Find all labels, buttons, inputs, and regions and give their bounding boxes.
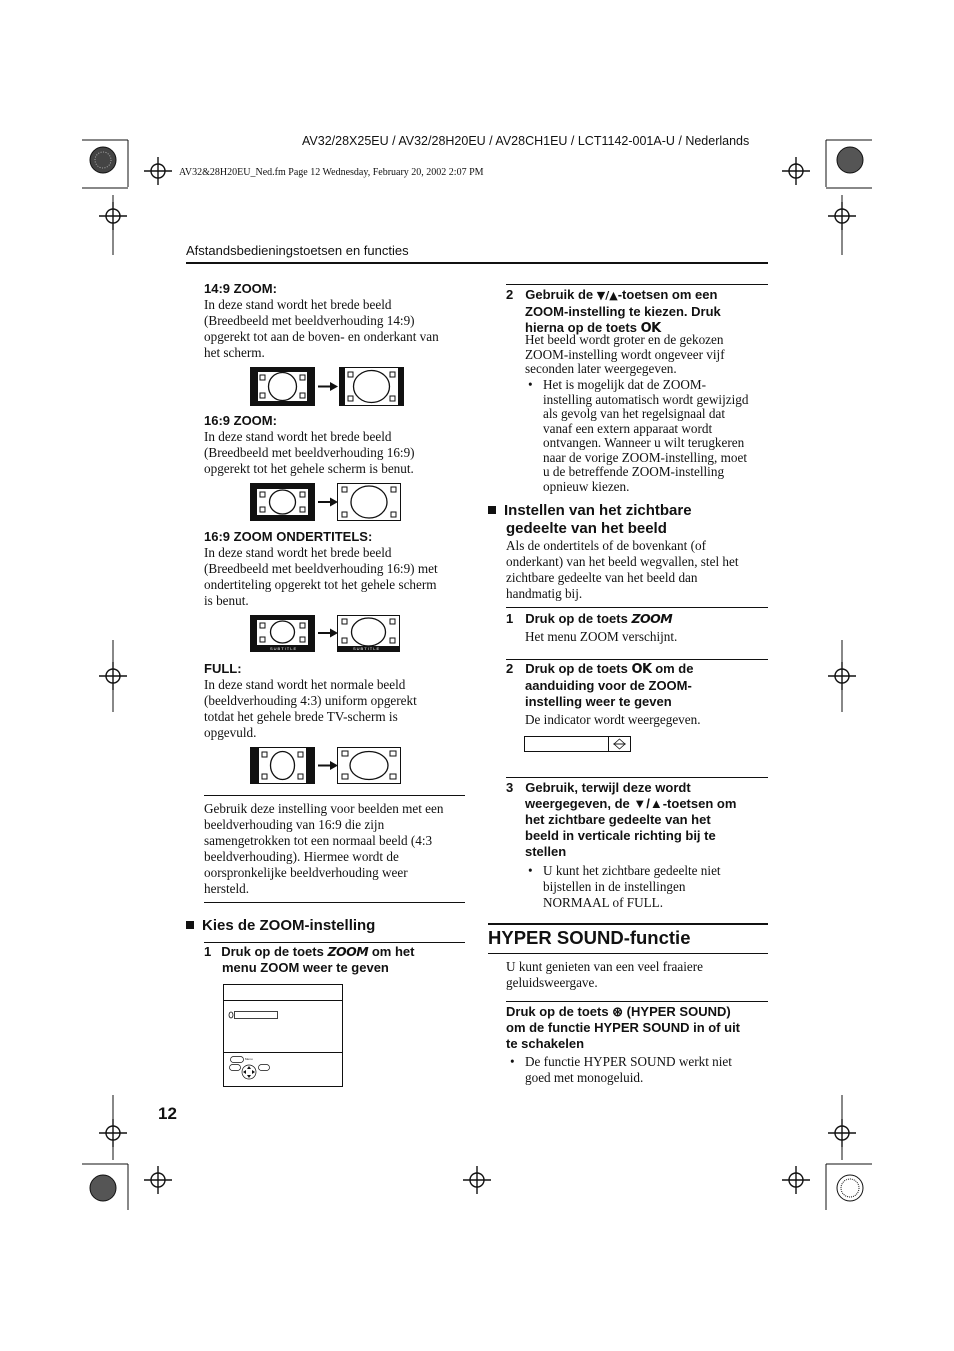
- zoom-key-icon: ZOOM: [327, 944, 369, 959]
- right-s1-heading: 1 Druk op de toets ZOOM: [506, 611, 673, 626]
- right-step2-body: Het beeld wordt groter en de gekozen ZOOM-instelling wordt ongeveer vijf seconden later weergegeven.: [525, 332, 725, 376]
- right-s3-heading: 3 Gebruik, terwijl deze wordt weergegeven, de ▼/▲-toetsen om het zichtbare gedeelte van het beeld in verticale richting bij te stellen: [506, 780, 737, 859]
- rule-kies: [204, 942, 465, 943]
- section-title: Afstandsbedieningstoetsen en functies: [186, 243, 409, 258]
- full-title: FULL:: [204, 661, 242, 676]
- right-s2-heading: 2 Druk op de toets OK om de aanduiding voor de ZOOM- instelling weer te geven: [506, 661, 694, 709]
- file-info-line: AV32&28H20EU_Ned.fm Page 12 Wednesday, February 20, 2002 2:07 PM: [179, 167, 484, 178]
- zoom169sub-title: 16:9 ZOOM ONDERTITELS:: [204, 529, 373, 544]
- left-step1: 1 Druk op de toets ZOOM om het menu ZOOM weer te geven: [204, 944, 415, 975]
- hyper-bullet: De functie HYPER SOUND werkt niet goed met monogeluid.: [525, 1054, 732, 1085]
- zoom169-title: 16:9 ZOOM:: [204, 413, 277, 428]
- zoom169-body: In deze stand wordt het brede beeld (Breedbeeld met beeldverhouding 16:9) opgerekt tot het gehele scherm is benut.: [204, 429, 415, 476]
- full-body: In deze stand wordt het normale beeld (beeldverhouding 4:3) uniform opgerekt totdat het gehele brede TV-scherm is opgevuld.: [204, 677, 417, 740]
- kies-heading: Kies de ZOOM-instelling: [186, 917, 375, 934]
- hyper-body: U kunt genieten van een veel fraaiere geluidsweergave.: [506, 959, 703, 990]
- zoom169-illustration: [250, 483, 410, 523]
- square-bullet-icon: [186, 921, 194, 929]
- right-s3-bullet: U kunt het zichtbare gedeelte niet bijstellen in de instellingen NORMAAL of FULL.: [543, 863, 721, 910]
- full-note: Gebruik deze instelling voor beelden met een beeldverhouding van 16:9 die zijn samengetrokken tot een normaal beeld (4:3 beeldverhouding). Hiermee wordt de oorspronkelijke beeldverhouding weer hersteld.: [204, 801, 444, 896]
- zoom169sub-body: In deze stand wordt het brede beeld (Breedbeeld met beeldverhouding 16:9) met ondertiteling opgerekt tot het gehele scherm is benut.: [204, 545, 438, 608]
- rule-full-note-top: [204, 795, 465, 796]
- menu-small-label: Menu: [245, 1057, 253, 1061]
- rule-s1: [506, 607, 768, 608]
- rule-s3: [506, 777, 768, 778]
- zoom-indicator-bar: [524, 736, 632, 754]
- hyper-step: Druk op de toets ⊛ (HYPER SOUND) om de functie HYPER SOUND in of uit te schakelen: [506, 1004, 741, 1051]
- hyper-sound-title: HYPER SOUND-functie: [488, 927, 691, 948]
- zoom149-body: In deze stand wordt het brede beeld (Breedbeeld met beeldverhouding 14:9) opgerekt tot aan de boven- en onderkant van het scherm.: [204, 297, 439, 360]
- right-s1-body: Het menu ZOOM verschijnt.: [525, 629, 678, 644]
- down-up-keys-icon: ▼/▲: [596, 289, 618, 302]
- instellen-heading: Instellen van het zichtbare gedeelte van het beeld: [488, 502, 692, 538]
- right-step2-bullet-dot: •: [528, 377, 533, 392]
- subtitle-label-right: SUBTITLE: [353, 646, 381, 651]
- rule-hyper-step: [506, 1001, 768, 1002]
- right-s3-bullet-dot: •: [528, 863, 533, 878]
- zoom149-illustration: [250, 367, 410, 407]
- square-bullet-icon: [488, 506, 496, 514]
- full-illustration: [250, 747, 410, 787]
- page-number: 12: [158, 1104, 177, 1123]
- subtitle-label-left: SUBTITLE: [270, 646, 298, 651]
- model-line: AV32/28X25EU / AV32/28H20EU / AV28CH1EU / LCT1142-001A-U / Nederlands: [302, 134, 750, 148]
- hyper-bullet-dot: •: [510, 1054, 515, 1069]
- rule-step2-top: [506, 284, 768, 285]
- rule-hyper-top: [488, 923, 768, 925]
- rule-full-note-bottom: [204, 902, 465, 903]
- rule-hyper-bottom: [488, 953, 768, 954]
- zoom149-title: 14:9 ZOOM:: [204, 281, 277, 296]
- rule-s2: [506, 659, 768, 660]
- right-s2-body: De indicator wordt weergegeven.: [525, 712, 701, 727]
- zoom-menu-screen: [223, 984, 345, 1088]
- instellen-body: Als de ondertitels of de bovenkant (of onderkant) van het beeld wegvallen, stel het zichtbare gedeelte van het beeld dan handmatig bij.: [506, 538, 739, 601]
- zoom-key-icon: ZOOM: [631, 611, 673, 626]
- right-step2-bullet: Het is mogelijk dat de ZOOM- instelling automatisch wordt gewijzigd als gevolg van het regelsignaal dat vanaf een extern apparaat wordt ontvangen. Wanneer u wilt terugkeren naar de vorige ZOOM-instelling, moet u de betreffende ZOOM-instelling opnieuw kiezen.: [543, 377, 749, 494]
- ok-key-icon: OK: [640, 321, 661, 336]
- right-step2-heading: 2 Gebruik de ▼/▲-toetsen om een ZOOM-instelling te kiezen. Druk hierna op de toets OK: [506, 287, 721, 336]
- ok-key-icon: OK: [631, 662, 652, 677]
